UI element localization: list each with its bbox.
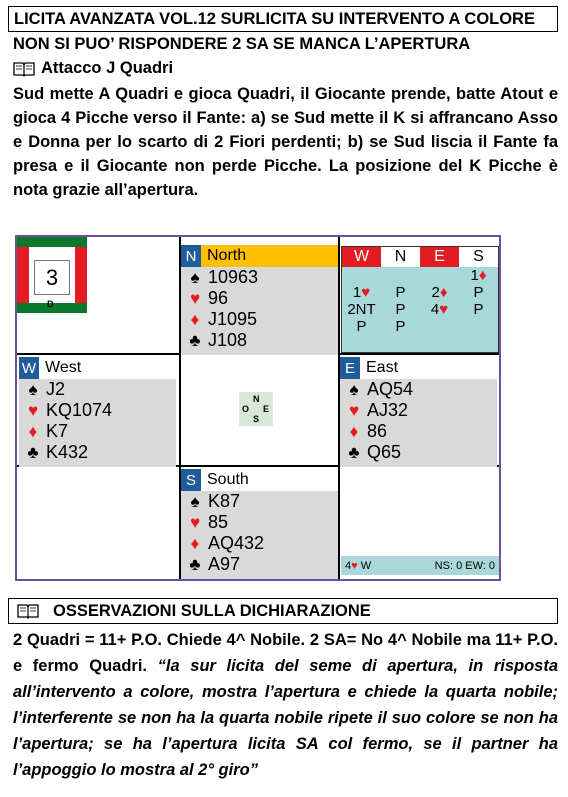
heart-icon: ♥ (189, 512, 201, 532)
book-icon (13, 61, 35, 77)
bid-cell: 4 ♥ (430, 301, 449, 318)
north-clubs: J108 (208, 330, 248, 350)
compass-s: S (253, 414, 260, 424)
observations-text (13, 627, 558, 783)
spade-icon: ♠ (28, 379, 38, 399)
diamond-icon: ♦ (190, 309, 200, 329)
heart-icon: ♥ (27, 400, 39, 420)
seat-badge-east: E (340, 357, 360, 379)
north-diamonds: J1095 (208, 309, 258, 329)
hand-east (340, 357, 497, 467)
bid-header-east: E (420, 247, 459, 267)
heart-icon: ♥ (189, 288, 201, 308)
hand-name-east: East (366, 359, 399, 376)
south-clubs: A97 (208, 554, 241, 574)
contract-label: 4♥ W (345, 559, 372, 572)
spade-icon: ♠ (190, 491, 200, 511)
bridge-diagram (15, 235, 501, 581)
bid-row (342, 318, 498, 335)
hand-west (19, 357, 176, 467)
page-title: LICITA AVANZATA VOL.12 SURLICITA SU INTERVENTO A COLORE (8, 6, 558, 32)
observations-header (8, 598, 558, 624)
south-diamonds: AQ432 (208, 533, 265, 553)
score-label: NS: 0 EW: 0 (434, 559, 495, 572)
west-hearts: KQ1074 (46, 400, 113, 420)
west-clubs: K432 (46, 442, 89, 462)
observations-title: OSSERVAZIONI SULLA DICHIARAZIONE (53, 601, 371, 620)
observations-plain: 2 Quadri = 11+ P.O. Chiede 4^ Nobile. 2 SA= No 4^ Nobile ma 11+ P.O. e fermo Quadri. (13, 631, 558, 675)
diamond-icon: ♦ (349, 421, 359, 441)
bid-cell: P (395, 318, 406, 335)
hand-name-south: South (207, 471, 249, 488)
hand-south (181, 469, 338, 579)
seat-badge-north: N (181, 245, 201, 267)
board-number: 3 (34, 260, 70, 295)
bid-cell: P (395, 301, 406, 318)
bid-row (342, 284, 498, 301)
club-icon: ♣ (348, 442, 360, 462)
club-icon: ♣ (189, 554, 201, 574)
bid-cell: 1 ♥ (352, 284, 371, 301)
bid-row (342, 267, 498, 284)
east-hearts: AJ32 (367, 400, 409, 420)
observations-quote: “la sur licita del seme di apertura, in risposta all’intervento a colore, mostra l’apertura e chiede la quarta nobile; l’interferente se non ha la quarta nobile ripete il suo colore se non ha l’apertura; se ha l’apertura licita SA col fermo, se il partner ha l’appoggio lo mostra al 2° giro” (13, 657, 559, 779)
west-spades: J2 (46, 379, 66, 399)
bid-header-west: W (342, 247, 381, 267)
bid-header-north: N (381, 247, 420, 267)
heart-icon: ♥ (348, 400, 360, 420)
east-clubs: Q65 (367, 442, 402, 462)
spade-icon: ♠ (349, 379, 359, 399)
bid-cell: 2 ♦ (431, 284, 448, 301)
north-spades: 10963 (208, 267, 259, 287)
hand-name-north: North (207, 247, 247, 264)
east-spades: AQ54 (367, 379, 414, 399)
result-footer (341, 556, 499, 575)
seat-badge-west: W (19, 357, 39, 379)
compass-e: E (263, 404, 270, 414)
north-hearts: 96 (208, 288, 229, 308)
page-subtitle: NON SI PUO’ RISPONDERE 2 SA SE MANCA L’APERTURA (13, 35, 471, 53)
intro-paragraph: Sud mette A Quadri e gioca Quadri, il Giocante prende, batte Atout e gioca 4 Picche verso il Fante: a) se Sud mette il K si affrancano Asso e Donna per lo scarto di 2 Fiori perdenti; b) se Sud liscia il Fante fa presa e il Giocante non perde Picche. La posizione del K Picche è nota grazie all’apertura. (13, 85, 558, 199)
compass-n: N (253, 394, 260, 404)
bid-cell (459, 318, 498, 335)
opening-lead (13, 59, 173, 78)
diamond-icon: ♦ (190, 533, 200, 553)
bid-cell (342, 267, 381, 284)
bid-cell (420, 318, 459, 335)
west-diamonds: K7 (46, 421, 69, 441)
dealer-vulnerability-box (17, 237, 87, 313)
compass-o: O (242, 404, 250, 414)
book-icon (17, 603, 39, 619)
bid-cell: P (395, 284, 406, 301)
bid-cell (420, 267, 459, 284)
compass-rose (239, 392, 273, 426)
bid-cell: 1 ♦ (470, 267, 487, 284)
hand-name-west: West (45, 359, 82, 376)
bid-cell: 2NT (347, 301, 376, 318)
bidding-table (341, 246, 499, 353)
club-icon: ♣ (189, 330, 201, 350)
dealer-label: D (47, 299, 54, 309)
opening-lead-label: Attacco J Quadri (41, 59, 174, 77)
hand-north (181, 245, 338, 355)
south-spades: K87 (208, 491, 241, 511)
bid-header-south: S (459, 247, 498, 267)
east-diamonds: 86 (367, 421, 388, 441)
bid-cell (381, 267, 420, 284)
diamond-icon: ♦ (28, 421, 38, 441)
bid-cell: P (473, 301, 484, 318)
seat-badge-south: S (181, 469, 201, 491)
bid-cell: P (356, 318, 367, 335)
south-hearts: 85 (208, 512, 229, 532)
bid-row (342, 301, 498, 318)
spade-icon: ♠ (190, 267, 200, 287)
club-icon: ♣ (27, 442, 39, 462)
bid-cell: P (473, 284, 484, 301)
